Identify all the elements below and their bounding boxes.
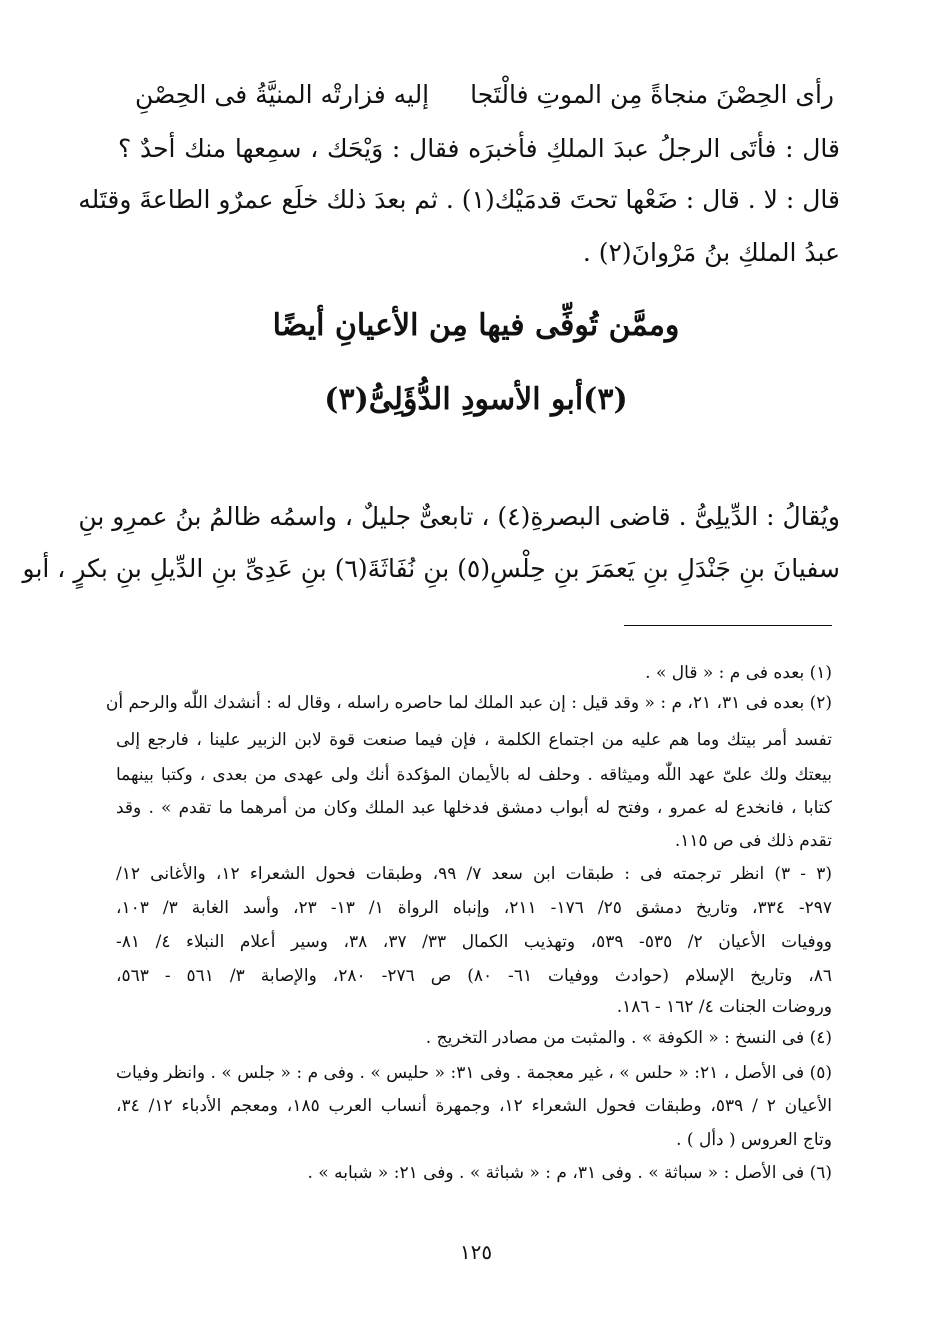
footnote-line: ووفيات الأعيان ٢/ ٥٣٥- ٥٣٩، وتهذيب الكمال ٣٣/ ٣٧، ٣٨، وسير أعلام النبلاء ٤/ ٨١-: [116, 932, 832, 952]
verse-second-hemistich: إليه فزارتْه المنيَّةُ فى الحِصْنِ: [135, 80, 430, 109]
person-heading: (٣)أبو الأسودِ الدُّؤَلِىُّ(٣): [324, 382, 628, 417]
footnote-line: وروضات الجنات ٤/ ١٦٢ - ١٨٦.: [616, 997, 832, 1017]
footnote-line: الأعيان ٢ / ٥٣٩، وطبقات فحول الشعراء ١٢، وجمهرة أنساب العرب ١٨٥، ومعجم الأدباء ١٢/ ٣٤،: [116, 1096, 833, 1116]
footnote-line: تفسد أمر بيتك وما هم عليه من اجتماع الكلمة ، فإن فيما صنعت قوة لابن الزبير علينا ، فارجع إلى: [116, 730, 832, 750]
footnote-line: (٦) فى الأصل : « سباثة » . وفى ٣١، م : « شباثة » . وفى ٢١: « شبابه » .: [307, 1163, 832, 1183]
footnote-line: (٣ - ٣) انظر ترجمته فى : طبقات ابن سعد ٧/ ٩٩، وطبقات فحول الشعراء ١٢، والأغانى ١٢/: [116, 864, 832, 884]
verse-first-hemistich: رأى الحِصْنَ منجاةً مِن الموتِ فالْتَجا: [470, 80, 834, 109]
paragraph-line: ويُقالُ : الدِّيلِىُّ . قاضى البصرةِ(٤) ، تابعىٌّ جليلٌ ، واسمُه ظالمُ بنُ عمرِو بنِ: [78, 502, 840, 531]
footnote-line: (٥) فى الأصل ، ٢١: « حلس » ، غير معجمة . وفى ٣١: « حليس » . وفى م : « جلس » . وانظر وفيات: [116, 1063, 832, 1083]
footnote-line: تقدم ذلك فى ص ١١٥.: [674, 831, 832, 851]
paragraph-line: عبدُ الملكِ بنُ مَرْوانَ(٢) .: [582, 238, 840, 267]
paragraph-line: قال : لا . قال : ضَعْها تحتَ قدمَيْك(١) . ثم بعدَ ذلك خلَع عمرٌو الطاعةَ وقتَله: [78, 185, 840, 214]
footnote-separator: [624, 625, 832, 626]
paragraph-line: قال : فأتَى الرجلُ عبدَ الملكِ فأخبرَه فقال : وَيْحَك ، سمِعها منك أحدٌ ؟: [118, 134, 840, 163]
footnote-line: (٤) فى النسخ : « الكوفة » . والمثبت من مصادر التخريج .: [425, 1028, 832, 1048]
footnote-line: كتابا ، فانخدع له عمرو ، وفتح له أبواب دمشق فدخلها عبد الملك وكان من أمرهما ما تقدم » . وقد: [116, 798, 832, 818]
footnote-line: بيعتك ولك علىّ عهد اللّٰه وميثاقه . وحلف له بالأيمان المؤكدة أنك ولى عهدى من بعدى ، وكتبا بينهما: [116, 765, 832, 785]
section-heading: وممَّن تُوفِّى فيها مِن الأعيانِ أيضًا: [272, 308, 680, 343]
footnote-line: ٨٦، وتاريخ الإسلام (حوادث ووفيات ٦١- ٨٠) ص ٢٧٦- ٢٨٠، والإصابة ٣/ ٥٦١ - ٥٦٣،: [116, 966, 833, 986]
footnote-line: (١) بعده فى م : « قال » .: [645, 663, 832, 683]
footnote-line: ٢٩٧- ٣٣٤، وتاريخ دمشق ٢٥/ ١٧٦- ٢١١، وإنباه الرواة ١/ ١٣- ٢٣، وأسد الغابة ٣/ ١٠٣،: [116, 898, 833, 918]
paragraph-line: سفيانَ بنِ جَنْدَلِ بنِ يَعمَرَ بنِ حِلْسِ(٥) بنِ نُفَاثَةَ(٦) بنِ عَدِىِّ بنِ الدِّيلِ بنِ بكرٍ ، أبو: [22, 554, 840, 583]
page-number: ١٢٥: [459, 1240, 493, 1264]
footnote-line: (٢) بعده فى ٣١، ٢١، م : « وقد قيل : إن عبد الملك لما حاصره راسله ، وقال له : أنشدك اللّٰه والرحم أن: [105, 693, 832, 713]
footnote-line: وتاج العروس ( دأل ) .: [676, 1130, 832, 1150]
